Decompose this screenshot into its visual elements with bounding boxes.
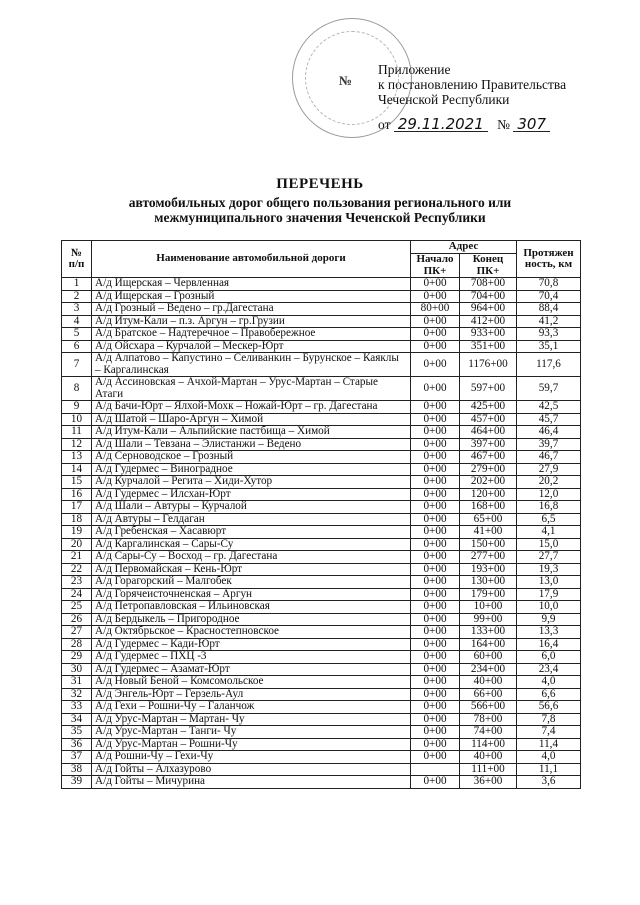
end-pk: 150+00 [460,538,517,551]
road-length: 46,7 [517,451,581,464]
table-row [62,763,581,776]
road-name: А/д Горагорский – Малгобек [92,576,411,589]
document-title: ПЕРЕЧЕНЬ [276,176,364,192]
end-pk: 1176+00 [460,353,517,377]
header-length: Протяжен ность, км [517,241,581,278]
number-prefix: № [497,117,511,132]
table-row [62,303,581,316]
end-pk: 78+00 [460,713,517,726]
road-name: А/д Грозный – Ведено – гр.Дагестана [92,303,411,316]
table-row [62,426,581,439]
road-name: А/д Сары-Су – Восход – гр. Дагестана [92,551,411,564]
annex-line-1: Приложение [378,62,451,77]
road-length: 3,6 [517,776,581,789]
row-number: 37 [62,751,92,764]
header-number: № п/п [62,241,92,278]
table-row [62,601,581,614]
end-pk: 65+00 [460,513,517,526]
start-pk: 0+00 [411,676,460,689]
road-length: 88,4 [517,303,581,316]
road-name: А/д Октябрьское – Красностепновское [92,626,411,639]
row-number: 11 [62,426,92,439]
table-row [62,451,581,464]
header-start: Начало ПК+ [411,254,460,278]
end-pk: 66+00 [460,688,517,701]
roads-table [61,240,581,789]
road-length: 7,8 [517,713,581,726]
row-number: 4 [62,315,92,328]
road-length: 4,0 [517,676,581,689]
start-pk: 0+00 [411,588,460,601]
road-length: 7,4 [517,726,581,739]
road-length: 23,4 [517,663,581,676]
road-length: 56,6 [517,701,581,714]
start-pk: 0+00 [411,713,460,726]
table-row [62,488,581,501]
table-row [62,340,581,353]
row-number: 24 [62,588,92,601]
end-pk: 202+00 [460,476,517,489]
road-name: А/д Серноводское – Грозный [92,451,411,464]
row-number: 29 [62,651,92,664]
row-number: 7 [62,353,92,377]
road-length: 39,7 [517,438,581,451]
road-length: 13,0 [517,576,581,589]
road-name: А/д Энгель-Юрт – Герзель-Аул [92,688,411,701]
road-name: А/д Бердыкель – Пригородное [92,613,411,626]
road-length: 19,3 [517,563,581,576]
end-pk: 10+00 [460,601,517,614]
seal-number-mark: № [339,73,353,88]
table-row [62,538,581,551]
annex-line-3: Чеченской Республики [378,92,510,107]
road-name: А/д Гудермес – Виноградное [92,463,411,476]
road-name: А/д Гребенская – Хасавюрт [92,526,411,539]
row-number: 1 [62,278,92,291]
end-pk: 179+00 [460,588,517,601]
table-row [62,563,581,576]
table-row [62,688,581,701]
road-length: 11,4 [517,738,581,751]
end-pk: 566+00 [460,701,517,714]
table-row [62,776,581,789]
table-row [62,315,581,328]
road-name: А/д Ойсхара – Курчалой – Мескер-Юрт [92,340,411,353]
road-length: 70,4 [517,290,581,303]
road-name: А/д Братское – Надтеречное – Правобережное [92,328,411,341]
road-name: А/д Шатой – Шаро-Аргун – Химой [92,413,411,426]
road-length: 11,1 [517,763,581,776]
road-name: А/д Урус-Мартан – Мартан- Чу [92,713,411,726]
row-number: 10 [62,413,92,426]
row-number: 34 [62,713,92,726]
road-name: А/д Гудермес – ПХЦ -3 [92,651,411,664]
road-length: 6,5 [517,513,581,526]
table-row [62,551,581,564]
road-length: 27,7 [517,551,581,564]
row-number: 31 [62,676,92,689]
start-pk: 0+00 [411,278,460,291]
start-pk: 0+00 [411,526,460,539]
end-pk: 120+00 [460,488,517,501]
end-pk: 40+00 [460,676,517,689]
start-pk: 0+00 [411,340,460,353]
end-pk: 457+00 [460,413,517,426]
table-row [62,651,581,664]
table-row [62,751,581,764]
row-number: 5 [62,328,92,341]
start-pk: 0+00 [411,726,460,739]
row-number: 3 [62,303,92,316]
road-name: А/д Новый Беной – Комсомольское [92,676,411,689]
row-number: 39 [62,776,92,789]
road-name: А/д Шали – Тевзана – Элистанжи – Ведено [92,438,411,451]
end-pk: 99+00 [460,613,517,626]
end-pk: 130+00 [460,576,517,589]
road-length: 17,9 [517,588,581,601]
annex-header [378,62,566,107]
row-number: 28 [62,638,92,651]
handwritten-number: 307 [513,117,550,132]
road-length: 6,0 [517,651,581,664]
start-pk: 0+00 [411,776,460,789]
date-prefix: от [378,117,391,132]
start-pk: 0+00 [411,738,460,751]
annex-line-2: к постановлению Правительства [378,77,567,92]
road-name: А/д Ищерская – Червленная [92,278,411,291]
road-name: А/д Каргалинская – Сары-Су [92,538,411,551]
road-length: 93,3 [517,328,581,341]
start-pk: 0+00 [411,513,460,526]
start-pk: 0+00 [411,626,460,639]
row-number: 8 [62,377,92,401]
end-pk: 168+00 [460,501,517,514]
road-name: А/д Петропавловская – Ильиновская [92,601,411,614]
handwritten-date: 29.11.2021 [394,117,488,132]
start-pk: 80+00 [411,303,460,316]
road-name: А/д Курчалой – Регита – Хиди-Хутор [92,476,411,489]
row-number: 32 [62,688,92,701]
road-length: 9,9 [517,613,581,626]
row-number: 15 [62,476,92,489]
table-row [62,353,581,377]
table-row [62,588,581,601]
annex-date-line [378,117,550,133]
road-name: А/д Ищерская – Грозный [92,290,411,303]
road-length: 70,8 [517,278,581,291]
table-body [62,278,581,789]
road-name: А/д Урус-Мартан – Рошни-Чу [92,738,411,751]
start-pk: 0+00 [411,377,460,401]
start-pk: 0+00 [411,538,460,551]
table-row [62,526,581,539]
road-name: А/д Первомайская – Кень-Юрт [92,563,411,576]
road-name: А/д Гойты – Мичурина [92,776,411,789]
header-end: Конец ПК+ [460,254,517,278]
table-row [62,328,581,341]
row-number: 14 [62,463,92,476]
start-pk: 0+00 [411,501,460,514]
end-pk: 36+00 [460,776,517,789]
table-row [62,638,581,651]
road-name: А/д Гойты – Алхазурово [92,763,411,776]
table-row [62,463,581,476]
road-length: 117,6 [517,353,581,377]
row-number: 20 [62,538,92,551]
table-row [62,726,581,739]
end-pk: 397+00 [460,438,517,451]
end-pk: 464+00 [460,426,517,439]
end-pk: 704+00 [460,290,517,303]
table-row [62,501,581,514]
start-pk: 0+00 [411,328,460,341]
row-number: 33 [62,701,92,714]
start-pk: 0+00 [411,488,460,501]
row-number: 18 [62,513,92,526]
road-name: А/д Бачи-Юрт – Ялхой-Мохк – Ножай-Юрт – гр. Дагестана [92,401,411,414]
end-pk: 111+00 [460,763,517,776]
end-pk: 114+00 [460,738,517,751]
end-pk: 351+00 [460,340,517,353]
table-row [62,413,581,426]
row-number: 2 [62,290,92,303]
row-number: 36 [62,738,92,751]
row-number: 12 [62,438,92,451]
table-row [62,476,581,489]
start-pk [411,763,460,776]
road-length: 12,0 [517,488,581,501]
end-pk: 74+00 [460,726,517,739]
start-pk: 0+00 [411,438,460,451]
road-length: 42,5 [517,401,581,414]
table-row [62,377,581,401]
road-length: 35,1 [517,340,581,353]
road-length: 6,6 [517,688,581,701]
start-pk: 0+00 [411,576,460,589]
road-length: 41,2 [517,315,581,328]
road-length: 15,0 [517,538,581,551]
end-pk: 412+00 [460,315,517,328]
end-pk: 425+00 [460,401,517,414]
road-name: А/д Шали – Автуры – Курчалой [92,501,411,514]
table-row [62,613,581,626]
row-number: 26 [62,613,92,626]
row-number: 16 [62,488,92,501]
start-pk: 0+00 [411,638,460,651]
row-number: 13 [62,451,92,464]
header-address: Адрес [411,241,517,254]
road-name: А/д Урус-Мартан – Танги- Чу [92,726,411,739]
road-name: А/д Итум-Кали – Альпийские пастбища – Химой [92,426,411,439]
start-pk: 0+00 [411,613,460,626]
table-row [62,738,581,751]
start-pk: 0+00 [411,476,460,489]
start-pk: 0+00 [411,701,460,714]
row-number: 17 [62,501,92,514]
end-pk: 193+00 [460,563,517,576]
end-pk: 279+00 [460,463,517,476]
end-pk: 164+00 [460,638,517,651]
road-name: А/д Гудермес – Азамат-Юрт [92,663,411,676]
start-pk: 0+00 [411,451,460,464]
road-length: 46,4 [517,426,581,439]
end-pk: 597+00 [460,377,517,401]
start-pk: 0+00 [411,551,460,564]
road-name: А/д Итум-Кали – п.з. Аргун – гр.Грузии [92,315,411,328]
road-length: 27,9 [517,463,581,476]
row-number: 23 [62,576,92,589]
start-pk: 0+00 [411,601,460,614]
road-length: 16,4 [517,638,581,651]
start-pk: 0+00 [411,663,460,676]
end-pk: 467+00 [460,451,517,464]
road-name: А/д Гудермес – Илсхан-Юрт [92,488,411,501]
end-pk: 234+00 [460,663,517,676]
start-pk: 0+00 [411,401,460,414]
start-pk: 0+00 [411,563,460,576]
table-row [62,438,581,451]
start-pk: 0+00 [411,315,460,328]
table-row [62,576,581,589]
road-length: 10,0 [517,601,581,614]
end-pk: 277+00 [460,551,517,564]
road-name: А/д Алпатово – Капустино – Селиванкин – Бурунское – Каяклы – Каргалинская [92,353,411,377]
table-row [62,290,581,303]
start-pk: 0+00 [411,426,460,439]
row-number: 9 [62,401,92,414]
end-pk: 60+00 [460,651,517,664]
table-row [62,513,581,526]
end-pk: 133+00 [460,626,517,639]
road-name: А/д Рошни-Чу – Гехи-Чу [92,751,411,764]
document-subtitle: автомобильных дорог общего пользования регионального или межмуниципального значения Чеченской Республики [128,195,512,225]
road-name: А/д Ассиновская – Ачхой-Мартан – Урус-Мартан – Старые Атаги [92,377,411,401]
row-number: 25 [62,601,92,614]
row-number: 6 [62,340,92,353]
row-number: 19 [62,526,92,539]
header-road-name: Наименование автомобильной дороги [92,241,411,278]
start-pk: 0+00 [411,463,460,476]
start-pk: 0+00 [411,751,460,764]
end-pk: 708+00 [460,278,517,291]
table-row [62,713,581,726]
row-number: 27 [62,626,92,639]
road-length: 13,3 [517,626,581,639]
table-row [62,676,581,689]
road-length: 20,2 [517,476,581,489]
start-pk: 0+00 [411,353,460,377]
row-number: 35 [62,726,92,739]
table-row [62,663,581,676]
road-name: А/д Гудермес – Кади-Юрт [92,638,411,651]
road-length: 4,1 [517,526,581,539]
table-row [62,278,581,291]
road-name: А/д Автуры – Гелдаган [92,513,411,526]
row-number: 21 [62,551,92,564]
start-pk: 0+00 [411,688,460,701]
road-name: А/д Горячеисточненская – Аргун [92,588,411,601]
road-length: 45,7 [517,413,581,426]
road-length: 59,7 [517,377,581,401]
row-number: 38 [62,763,92,776]
end-pk: 933+00 [460,328,517,341]
table-row [62,701,581,714]
row-number: 30 [62,663,92,676]
end-pk: 964+00 [460,303,517,316]
end-pk: 41+00 [460,526,517,539]
table-row [62,401,581,414]
start-pk: 0+00 [411,290,460,303]
row-number: 22 [62,563,92,576]
road-length: 16,8 [517,501,581,514]
road-length: 4,0 [517,751,581,764]
table-row [62,626,581,639]
start-pk: 0+00 [411,651,460,664]
start-pk: 0+00 [411,413,460,426]
road-name: А/д Гехи – Рошни-Чу – Галанчож [92,701,411,714]
end-pk: 40+00 [460,751,517,764]
